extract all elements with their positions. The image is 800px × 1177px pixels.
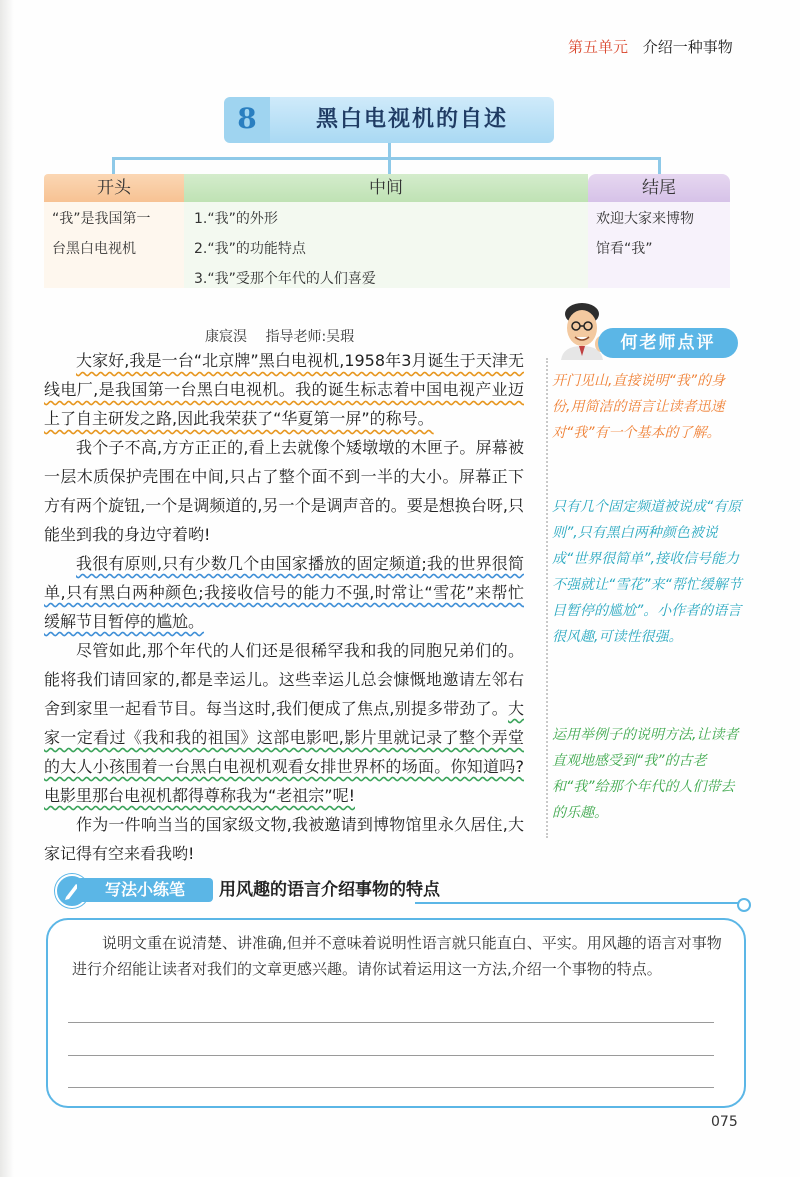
outline-connector: [388, 157, 391, 175]
lesson-number: 8: [237, 102, 257, 135]
practice-header: [55, 876, 745, 904]
practice-badge: 写法小练笔: [77, 878, 213, 902]
teacher-comment-1: 开门见山,直接说明“我”的身份,用简洁的语言让读者迅速对“我”有一个基本的了解。: [552, 373, 725, 441]
essay-paragraph: [44, 346, 524, 433]
essay-paragraph: 作为一件响当当的国家级文物,我被邀请到博物馆里永久居住,大家记得有空来看我哟!: [44, 815, 524, 863]
outline-middle-heading: 中间: [184, 174, 588, 202]
outline-end-heading: 结尾: [588, 174, 730, 202]
outline-start-body: [44, 202, 184, 288]
author-line: [205, 326, 368, 346]
outline-line: 2.“我”的功能特点: [194, 241, 306, 257]
outline-middle-body: [184, 202, 588, 288]
essay-paragraph-text: 我很有原则,只有少数几个由国家播放的固定频道;我的世界很简单,只有黑白两种颜色;我接收信号的能力不强,时常让“雪花”来帮忙缓解节目暂停的尴尬。: [44, 554, 524, 631]
page-edge-shadow: [0, 0, 14, 1177]
teacher-name: 指导老师:吴瑕: [265, 329, 355, 345]
author-name: 康宸淏: [205, 329, 247, 345]
essay-paragraph: [44, 549, 524, 636]
outline-end-body: [588, 202, 730, 288]
teacher-comment-3: 运用举例子的说明方法,让读者直观地感受到“我”的古老和“我”给那个年代的人们带去的乐趣。: [552, 727, 739, 821]
unit-topic: 介绍一种事物: [642, 38, 733, 56]
outline-start-heading: 开头: [44, 174, 184, 202]
writing-line[interactable]: [68, 1055, 714, 1056]
essay-paragraph-text: 尽管如此,那个年代的人们还是很稀罕我和我的同胞兄弟们的。能将我们请回家的,都是幸运儿。这些幸运儿总会慷慨地邀请左邻右舍到家里一起看节目。每当这时,我们便成了焦点,别提多带劲了。: [44, 641, 524, 718]
essay-paragraph: [44, 636, 524, 810]
essay-paragraph: 我个子不高,方方正正的,看上去就像个矮墩墩的木匣子。屏幕被一层木质保护壳围在中间,只占了整个面不到一半的大小。屏幕正下方有两个旋钮,一个是调频道的,另一个是调声音的。要是想换台呀,只能坐到我的身边守着哟!: [44, 438, 524, 544]
teacher-comment-badge: 何老师点评: [598, 328, 738, 358]
practice-title: 用风趣的语言介绍事物的特点: [219, 880, 440, 900]
essay-body: [44, 346, 524, 868]
outline-connector: [658, 157, 661, 175]
page-number: 075: [711, 1114, 738, 1130]
lesson-title: 黑白电视机的自述: [315, 107, 508, 132]
essay-paragraph-text: 大家一定看过《我和我的祖国》这部电影吧,影片里就记录了整个弄堂的大人小孩围着一台黑白电视机观看女排世界杯的场面。你知道吗?电影里那台电视机都得尊称我为“老祖宗”呢!: [44, 699, 524, 805]
lesson-title-box: [270, 97, 554, 143]
lesson-title-banner: [224, 97, 554, 143]
unit-header: [568, 36, 733, 57]
practice-divider: [415, 902, 745, 904]
practice-instructions: 说明文重在说清楚、讲准确,但并不意味着说明性语言就只能直白、平实。用风趣的语言对事物进行介绍能让读者对我们的文章更感兴趣。请你试着运用这一方法,介绍一个事物的特点。: [72, 934, 722, 978]
outline-line: 台黑白电视机: [52, 241, 136, 257]
outline-line: 欢迎大家来博物: [596, 211, 694, 227]
outline-line: 3.“我”受那个年代的人们喜爱: [194, 271, 376, 287]
outline-line: 1.“我”的外形: [194, 211, 278, 227]
outline-line: 馆看“我”: [596, 241, 653, 257]
outline-line: “我”是我国第一: [52, 211, 151, 227]
teacher-comment-2: 只有几个固定频道被说成“有原则”,只有黑白两种颜色被说成“世界很简单”,接收信号能力不强就让“雪花”来“帮忙缓解节目暂停的尴尬”。小作者的语言很风趣,可读性很强。: [552, 499, 742, 645]
essay-paragraph-text: 大家好,我是一台“北京牌”黑白电视机,1958年3月诞生于天津无线电厂,是我国第一台黑白电视机。我的诞生标志着中国电视产业迈上了自主研发之路,因此我荣获了“华夏第一屏”的称号。: [44, 351, 524, 428]
outline-connector: [112, 157, 660, 160]
writing-line[interactable]: [68, 1022, 714, 1023]
practice-divider-dot: [737, 898, 751, 912]
unit-label: 第五单元: [568, 38, 629, 56]
outline-connector: [112, 157, 115, 175]
outline-connector: [388, 143, 391, 158]
writing-line[interactable]: [68, 1087, 714, 1088]
